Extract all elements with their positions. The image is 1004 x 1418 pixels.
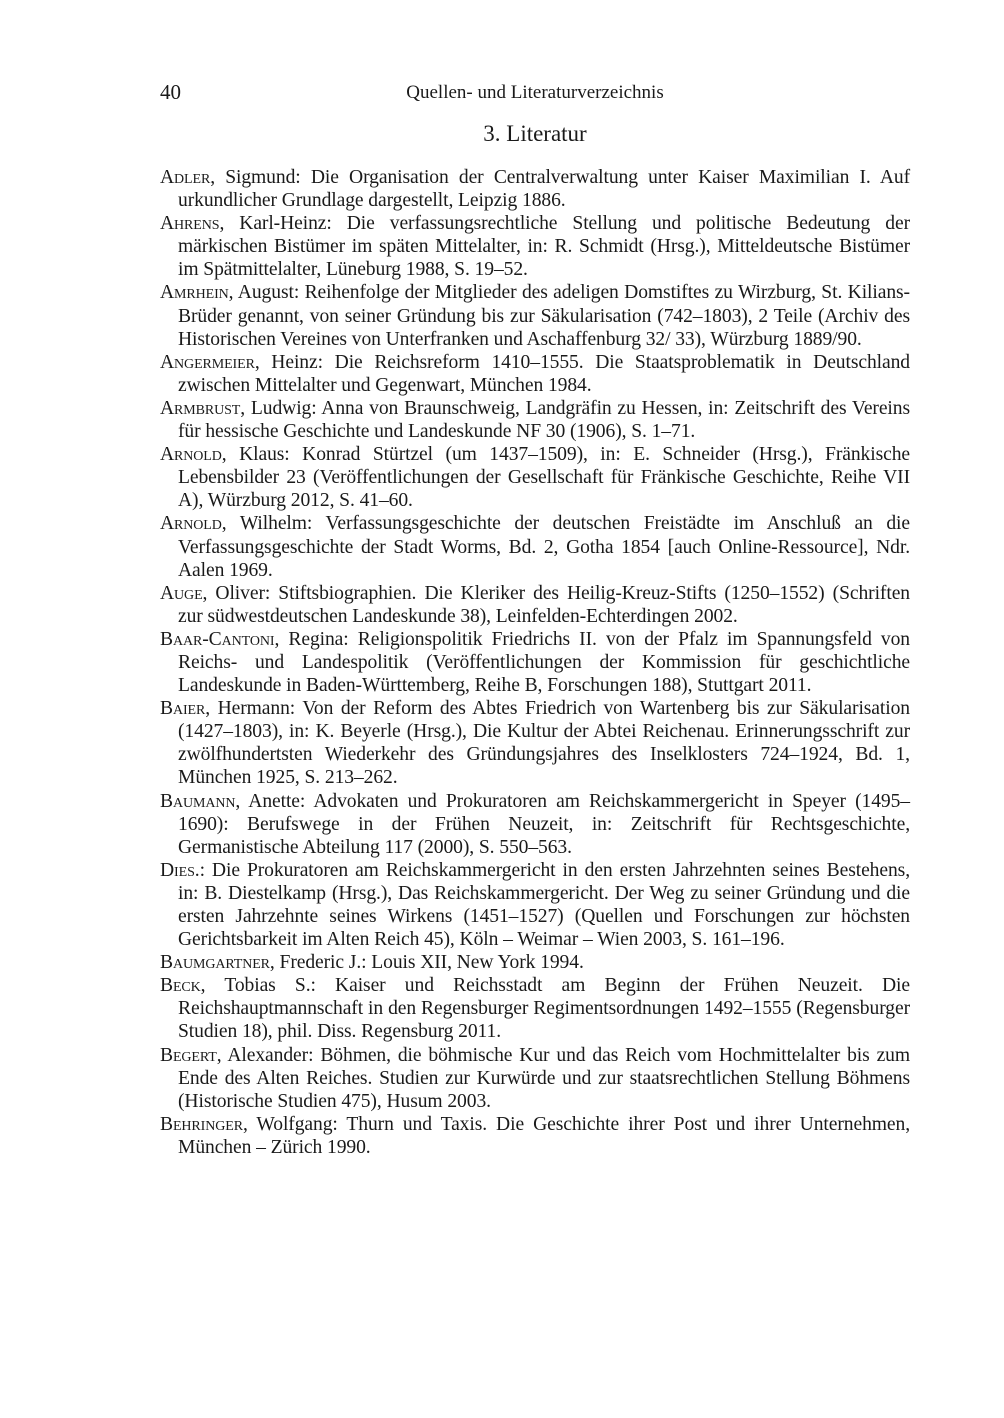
entry-author: Armbrust	[160, 397, 241, 419]
bibliography-entry	[160, 281, 910, 350]
entry-text: , Anette: Advokaten und Prokuratoren am Reichskammergericht in Speyer (1495–1690): Berufswege in der Frühen Neuzeit, in: Zeitschrift für Rechtsgeschichte, Germanistische Abteilung 117 (2000), S. 550–563.	[178, 790, 910, 858]
entry-text: , Regina: Religionspolitik Friedrichs II. von der Pfalz im Spannungsfeld von Reichs- und Landespolitik (Veröffentlichungen der Kommission für geschichtliche Landeskunde in Baden-Württemberg, Reihe B, Forschungen 188), Stuttgart 2011.	[178, 628, 910, 697]
bibliography-entry	[160, 166, 910, 212]
bibliography-entry	[160, 790, 910, 859]
entry-author: Angermeier	[160, 351, 255, 373]
entry-author: Dies.	[160, 859, 200, 881]
bibliography-entry	[160, 1113, 910, 1159]
bibliography-entry	[160, 859, 910, 951]
entry-author: Amrhein	[160, 282, 229, 304]
entry-text: , Heinz: Die Reichsreform 1410–1555. Die Staatsproblematik in Deutschland zwischen Mittelalter und Gegenwart, München 1984.	[178, 351, 910, 396]
bibliography-entry	[160, 697, 910, 789]
entry-text: , Sigmund: Die Organisation der Centralverwaltung unter Kaiser Maximilian I. Auf urkundlicher Grundlage dargestellt, Leipzig 1886.	[178, 167, 910, 212]
bibliography-entry	[160, 1044, 910, 1113]
entry-author: Behringer	[160, 1113, 243, 1135]
entry-text: , Wolfgang: Thurn und Taxis. Die Geschichte ihrer Post und ihrer Unternehmen, München – Zürich 1990.	[178, 1113, 910, 1158]
entry-author: Baumann	[160, 790, 236, 812]
entry-text: , Klaus: Konrad Stürtzel (um 1437–1509), in: E. Schneider (Hrsg.), Fränkische Lebensbilder 23 (Veröffentlichungen der Gesellschaft für Fränkische Geschichte, Reihe VII A), Würzburg 2012, S. 41–60.	[178, 444, 910, 512]
bibliography-entry	[160, 397, 910, 443]
bibliography-list	[160, 166, 910, 1159]
entry-author: Beck	[160, 975, 201, 997]
entry-text: , Frederic J.: Louis XII, New York 1994.	[269, 952, 584, 974]
bibliography-entry	[160, 512, 910, 581]
entry-text: , Hermann: Von der Reform des Abtes Friedrich von Wartenberg bis zur Säkularisation (1427–1803), in: K. Beyerle (Hrsg.), Die Kultur der Abtei Reichenau. Erinnerungsschrift zur zwölfhundertsten Wiederkehr des Gründungsjahres des Inselklosters 724–1924, Bd. 1, München 1925, S. 213–262.	[178, 698, 910, 789]
entry-text: , Ludwig: Anna von Braunschweig, Landgräfin zu Hessen, in: Zeitschrift des Vereins für hessische Geschichte und Landeskunde NF 30 (1906), S. 1–71.	[178, 397, 910, 443]
bibliography-entry	[160, 582, 910, 628]
entry-text: , Wilhelm: Verfassungsgeschichte der deutschen Freistädte im Anschluß an die Verfassungsgeschichte der Stadt Worms, Bd. 2, Gotha 1854 [auch Online-Ressource], Ndr. Aalen 1969.	[178, 513, 910, 581]
entry-author: Baier	[160, 698, 206, 720]
entry-author: Begert	[160, 1044, 217, 1066]
bibliography-entry	[160, 628, 910, 697]
bibliography-entry	[160, 351, 910, 397]
entry-author: Adler	[160, 167, 211, 188]
entry-author: Ahrens	[160, 213, 220, 235]
page-number: 40	[160, 80, 181, 104]
entry-author: Arnold	[160, 513, 222, 535]
entry-text: , August: Reihenfolge der Mitglieder des adeligen Domstiftes zu Wirzburg, St. Kilians-Brüder genannt, von seiner Gründung bis zur Säkularisation (742–1803), 2 Teile (Archiv des Historischen Vereines von Unterfranken und Aschaffenburg 32/ 33), Würzburg 1889/90.	[178, 282, 910, 350]
bibliography-entry	[160, 974, 910, 1043]
entry-author: Baar-Cantoni	[160, 628, 275, 650]
bibliography-entry	[160, 951, 910, 974]
bibliography-entry	[160, 443, 910, 512]
bibliography-entry	[160, 212, 910, 281]
entry-author: Baumgartner	[160, 952, 270, 974]
entry-text: , Oliver: Stiftsbiographien. Die Kleriker des Heilig-Kreuz-Stifts (1250–1552) (Schriften zur südwestdeutschen Landeskunde 38), Leinfelden-Echterdingen 2002.	[178, 582, 910, 627]
section-title: 3. Literatur	[483, 121, 587, 146]
entry-author: Auge	[160, 582, 203, 604]
entry-text: , Karl-Heinz: Die verfassungsrechtliche Stellung und politische Bedeutung der märkischen Bistümer im späten Mittelalter, in: R. Schmidt (Hrsg.), Mitteldeutsche Bistümer im Spätmittelalter, Lüneburg 1988, S. 19–52.	[178, 213, 910, 281]
entry-text: : Die Prokuratoren am Reichskammergericht in den ersten Jahrzehnten seines Bestehens, in: B. Diestelkamp (Hrsg.), Das Reichskammergericht. Der Weg zu seiner Gründung und die ersten Jahrzehnte seines Wirkens (1451–1527) (Quellen und Forschungen zur höchsten Gerichtsbarkeit im Alten Reich 45), Köln – Weimar – Wien 2003, S. 161–196.	[178, 859, 910, 951]
entry-text: , Tobias S.: Kaiser und Reichsstadt am Beginn der Frühen Neuzeit. Die Reichshauptmannschaft in den Regensburger Regimentsordnungen 1492–1555 (Regensburger Studien 18), phil. Diss. Regensburg 2011.	[178, 975, 910, 1043]
running-head: Quellen- und Literaturverzeichnis	[406, 82, 664, 103]
entry-author: Arnold	[160, 444, 222, 466]
entry-text: , Alexander: Böhmen, die böhmische Kur und das Reich vom Hochmittelalter bis zum Ende des Alten Reiches. Studien zur Kurwürde und zur staatsrechtlichen Stellung Böhmens (Historische Studien 475), Husum 2003.	[178, 1044, 910, 1112]
